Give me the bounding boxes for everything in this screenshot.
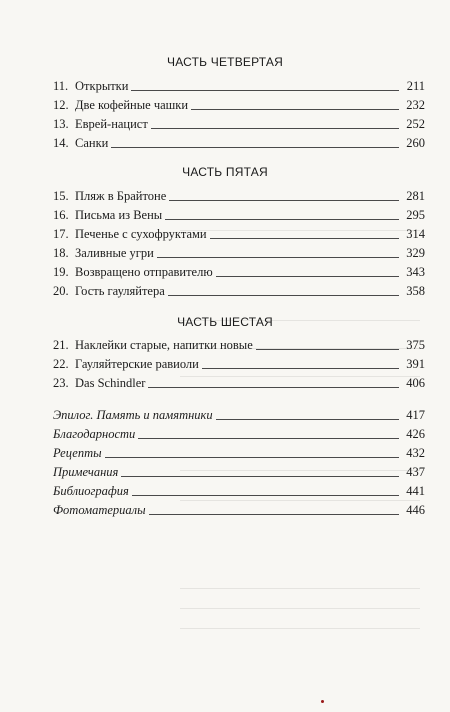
- entry-number: 16.: [53, 208, 69, 222]
- entry-page: 437: [406, 465, 425, 479]
- entry-number: 17.: [53, 227, 69, 241]
- entry-number: 22.: [53, 357, 69, 371]
- entry-title: Пляж в Брайтоне: [75, 189, 167, 203]
- toc-entry[interactable]: [53, 206, 425, 224]
- entry-page: 232: [406, 98, 425, 112]
- entry-number: 12.: [53, 98, 69, 112]
- entry-page: 281: [406, 189, 425, 203]
- dot-leader: [157, 257, 399, 258]
- entry-number: 18.: [53, 246, 69, 260]
- entry-page: 252: [406, 117, 425, 131]
- entry-title: Фотоматериалы: [53, 503, 146, 517]
- toc-entry[interactable]: [53, 482, 425, 500]
- entry-title: Гость гауляйтера: [75, 284, 165, 298]
- dot-leader: [165, 219, 399, 220]
- entry-number: 11.: [53, 79, 69, 93]
- entry-page: 329: [406, 246, 425, 260]
- part-six-heading: ЧАСТЬ ШЕСТАЯ: [177, 315, 273, 329]
- dot-leader: [138, 438, 399, 439]
- toc-entry[interactable]: [53, 282, 425, 300]
- dot-leader: [121, 476, 399, 477]
- dot-leader: [168, 295, 399, 296]
- entry-number: 15.: [53, 189, 69, 203]
- part-four-heading: ЧАСТЬ ЧЕТВЕРТАЯ: [167, 55, 283, 69]
- dot-leader: [149, 514, 399, 515]
- entry-number: 14.: [53, 136, 69, 150]
- dot-leader: [111, 147, 399, 148]
- entry-title: Библиография: [53, 484, 129, 498]
- entry-title: Еврей-нацист: [75, 117, 148, 131]
- dot-leader: [202, 368, 399, 369]
- entry-page: 375: [406, 338, 425, 352]
- toc-entry[interactable]: [53, 115, 425, 133]
- entry-number: 21.: [53, 338, 69, 352]
- toc-entry[interactable]: [53, 225, 425, 243]
- toc-entry[interactable]: [53, 263, 425, 281]
- dot-leader: [151, 128, 399, 129]
- toc-entry[interactable]: [53, 244, 425, 262]
- entry-title: Две кофейные чашки: [75, 98, 189, 112]
- red-mark: [321, 700, 324, 703]
- toc-entry[interactable]: [53, 77, 425, 95]
- entry-page: 295: [406, 208, 425, 222]
- toc-entry[interactable]: [53, 374, 425, 392]
- entry-page: 406: [406, 376, 425, 390]
- toc-entry[interactable]: [53, 501, 425, 519]
- dot-leader: [256, 349, 399, 350]
- entry-number: 20.: [53, 284, 69, 298]
- entry-title: Печенье с сухофруктами: [75, 227, 207, 241]
- dot-leader: [148, 387, 399, 388]
- entry-number: 19.: [53, 265, 69, 279]
- dot-leader: [131, 90, 399, 91]
- entry-page: 417: [406, 408, 425, 422]
- dot-leader: [216, 276, 399, 277]
- entry-title: Гауляйтерские равиоли: [75, 357, 199, 371]
- entry-title: Эпилог. Память и памятники: [53, 408, 213, 422]
- dot-leader: [191, 109, 399, 110]
- dot-leader: [169, 200, 399, 201]
- entry-title: Наклейки старые, напитки новые: [75, 338, 253, 352]
- dot-leader: [132, 495, 399, 496]
- toc-entry[interactable]: [53, 444, 425, 462]
- part-five-heading: ЧАСТЬ ПЯТАЯ: [182, 165, 268, 179]
- entry-title: Рецепты: [53, 446, 102, 460]
- entry-title: Das Schindler: [75, 376, 146, 390]
- toc-entry[interactable]: [53, 406, 425, 424]
- entry-title: Санки: [75, 136, 109, 150]
- entry-page: 358: [406, 284, 425, 298]
- entry-page: 446: [406, 503, 425, 517]
- entry-number: 13.: [53, 117, 69, 131]
- toc-entry[interactable]: [53, 134, 425, 152]
- entry-title: Примечания: [53, 465, 119, 479]
- entry-title: Возвращено отправителю: [75, 265, 213, 279]
- toc-entry[interactable]: [53, 355, 425, 373]
- entry-page: 343: [406, 265, 425, 279]
- toc-entry[interactable]: [53, 463, 425, 481]
- entry-title: Благодарности: [53, 427, 136, 441]
- entry-page: 391: [406, 357, 425, 371]
- toc-entry[interactable]: [53, 187, 425, 205]
- dot-leader: [216, 419, 399, 420]
- dot-leader: [105, 457, 399, 458]
- entry-page: 314: [406, 227, 425, 241]
- toc-entry[interactable]: [53, 425, 425, 443]
- entry-title: Письма из Вены: [75, 208, 163, 222]
- entry-title: Открытки: [75, 79, 129, 93]
- entry-title: Заливные угри: [75, 246, 154, 260]
- entry-page: 441: [406, 484, 425, 498]
- dot-leader: [210, 238, 399, 239]
- entry-page: 432: [406, 446, 425, 460]
- toc-entry[interactable]: [53, 336, 425, 354]
- toc-entry[interactable]: [53, 96, 425, 114]
- entry-page: 211: [406, 79, 425, 93]
- entry-page: 260: [406, 136, 425, 150]
- entry-number: 23.: [53, 376, 69, 390]
- entry-page: 426: [406, 427, 425, 441]
